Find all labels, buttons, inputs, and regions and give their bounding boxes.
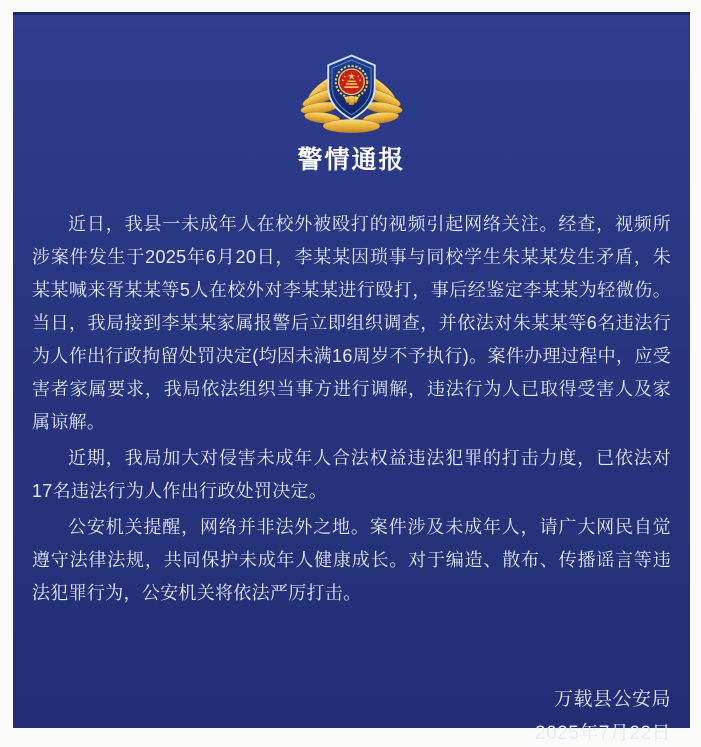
police-notice-panel (13, 12, 690, 744)
police-badge-icon (299, 51, 404, 135)
notice-date: 2025年7月22日 (535, 723, 671, 744)
signature-block (32, 683, 671, 747)
notice-title: 警情通报 (297, 146, 406, 174)
agency-name: 万载县公安局 (553, 689, 671, 710)
notice-paragraph-2: 近期，我局加大对侵害未成年人合法权益违法犯罪的打击力度，已依法对17名违法行为人作出行政处罚决定。 (32, 448, 671, 501)
notice-body (32, 208, 671, 610)
notice-paragraph-1: 近日，我县一未成年人在校外被殴打的视频引起网络关注。经查，视频所涉案件发生于2025年6月20日，李某某因琐事与同校学生朱某某发生矛盾，朱某某喊来胥某某等5人在校外对李某某进行殴打，事后经鉴定李某某为轻微伤。当日，我局接到李某某家属报警后立即组织调查，并依法对朱某某等6名违法行为人作出行政拘留处罚决定(均因未满16周岁不予执行)。案件办理过程中，应受害者家属要求，我局依法组织当事方进行调解，违法行为人已取得受害人及家属谅解。 (32, 214, 671, 432)
notice-paragraph-3: 公安机关提醒，网络并非法外之地。案件涉及未成年人，请广大网民自觉遵守法律法规，共同保护未成年人健康成长。对于编造、散布、传播谣言等违法犯罪行为，公安机关将依法严厉打击。 (32, 517, 671, 603)
